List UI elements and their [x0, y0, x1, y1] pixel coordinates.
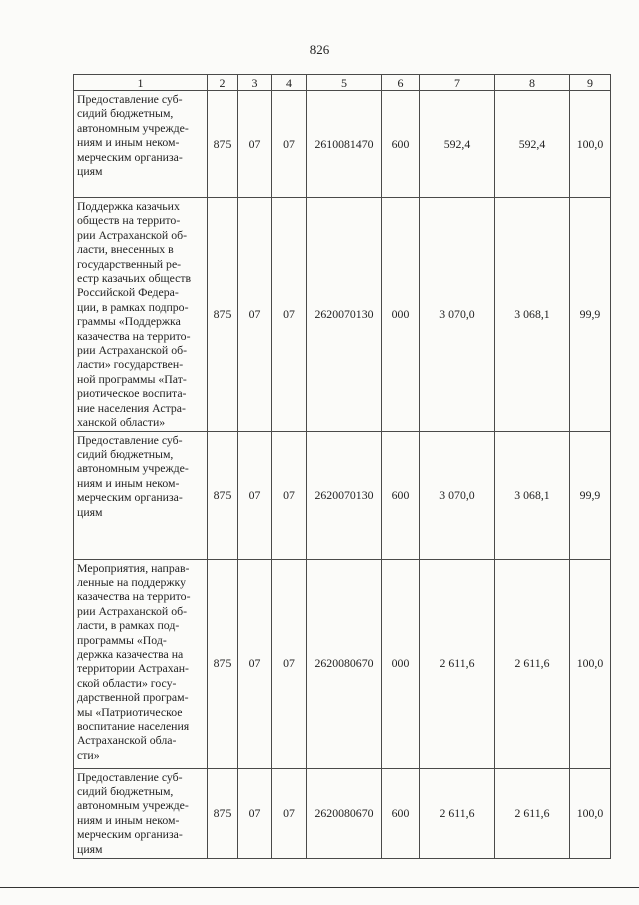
col-header: 2	[208, 75, 238, 91]
item-name-line: рии Астраханской об-	[77, 603, 188, 618]
value-cell: 000	[382, 559, 420, 768]
item-name-line: сидий бюджетным,	[77, 446, 174, 461]
value-cell: 875	[208, 559, 238, 768]
item-name-line: мерческим организа-	[77, 149, 183, 164]
item-name-line: государственный ре-	[77, 256, 182, 271]
item-name-line: Предоставление суб-	[77, 432, 183, 447]
item-name-line: Предоставление суб-	[77, 769, 183, 784]
item-name-line: ской области» госу-	[77, 675, 177, 690]
table-row	[74, 559, 611, 768]
value-cell: 2 611,6	[495, 559, 570, 768]
col-header: 3	[238, 75, 272, 91]
item-name-line: риотическое воспита-	[77, 386, 187, 401]
item-name-line: рии Астраханской об-	[77, 343, 188, 358]
value-cell: 875	[208, 431, 238, 559]
value-cell: 07	[272, 198, 307, 432]
table-row	[74, 768, 611, 858]
col-header: 7	[420, 75, 495, 91]
col-header: 4	[272, 75, 307, 91]
item-name-line: автономным учрежде-	[77, 461, 189, 476]
col-header: 5	[307, 75, 382, 91]
col-header: 9	[570, 75, 611, 91]
value-cell: 3 070,0	[420, 198, 495, 432]
item-name-line: ниям и иным неком-	[77, 812, 180, 827]
col-header: 1	[74, 75, 208, 91]
value-cell: 100,0	[570, 559, 611, 768]
item-name-line: автономным учрежде-	[77, 798, 189, 813]
item-name-line: ниям и иным неком-	[77, 135, 180, 150]
value-cell: 07	[238, 431, 272, 559]
item-name-line: казачества на террито-	[77, 589, 191, 604]
item-name-line: циям	[77, 164, 103, 179]
item-name-line: обществ на террито-	[77, 213, 181, 228]
item-name-line: ленные на поддержку	[77, 574, 186, 589]
page-number: 826	[309, 42, 330, 57]
item-name-line: автономным учрежде-	[77, 120, 189, 135]
value-cell: 875	[208, 768, 238, 858]
value-cell: 100,0	[570, 768, 611, 858]
header-row	[74, 75, 611, 91]
value-cell: 3 068,1	[495, 431, 570, 559]
value-cell: 07	[272, 559, 307, 768]
item-name-line: территории Астрахан-	[77, 661, 189, 676]
value-cell: 2 611,6	[420, 768, 495, 858]
value-cell: 07	[238, 559, 272, 768]
item-name-line: ции, в рамках подпро-	[77, 299, 189, 314]
item-name-line: дарственной програм-	[77, 690, 189, 705]
value-cell: 2 611,6	[420, 559, 495, 768]
item-name-line: программы «Под-	[77, 632, 167, 647]
table-body	[74, 91, 611, 859]
item-name-line: ной программы «Пат-	[77, 371, 187, 386]
item-name-line: мерческим организа-	[77, 490, 183, 505]
table-row	[74, 91, 611, 198]
item-name-line: мерческим организа-	[77, 827, 183, 842]
value-cell: 592,4	[495, 91, 570, 198]
table-row	[74, 431, 611, 559]
item-name-line: сидий бюджетным,	[77, 106, 174, 121]
item-name-line: сти»	[77, 747, 100, 762]
item-name-line: Астраханской обла-	[77, 733, 177, 748]
value-cell: 3 068,1	[495, 198, 570, 432]
value-cell: 100,0	[570, 91, 611, 198]
item-name-line: граммы «Поддержка	[77, 314, 181, 329]
value-cell: 2620080670	[307, 768, 382, 858]
budget-table	[73, 74, 611, 859]
item-name-cell	[74, 198, 208, 432]
item-name-cell	[74, 91, 208, 198]
item-name-line: воспитание населения	[77, 718, 190, 733]
value-cell: 2620070130	[307, 431, 382, 559]
item-name-cell	[74, 431, 208, 559]
item-name-line: держка казачества на	[77, 646, 184, 661]
item-name-line: ласти, внесенных в	[77, 242, 174, 257]
item-name-cell	[74, 768, 208, 858]
item-name-line: Мероприятия, направ-	[77, 560, 190, 575]
table-row	[74, 198, 611, 432]
value-cell: 2 611,6	[495, 768, 570, 858]
value-cell: 600	[382, 91, 420, 198]
item-name-line: естр казачьих обществ	[77, 271, 192, 286]
item-name-line: Предоставление суб-	[77, 92, 183, 106]
item-name-line: Поддержка казачьих	[77, 199, 180, 213]
item-name-line: ханской области»	[77, 415, 166, 430]
value-cell: 600	[382, 768, 420, 858]
item-name-line: ласти» государствен-	[77, 357, 184, 372]
value-cell: 07	[238, 768, 272, 858]
item-name-line: сидий бюджетным,	[77, 783, 174, 798]
value-cell: 07	[272, 91, 307, 198]
item-name-line: Российской Федера-	[77, 285, 179, 300]
value-cell: 592,4	[420, 91, 495, 198]
value-cell: 3 070,0	[420, 431, 495, 559]
item-name-line: казачества на террито-	[77, 328, 191, 343]
value-cell: 99,9	[570, 198, 611, 432]
col-header: 6	[382, 75, 420, 91]
value-cell: 2620080670	[307, 559, 382, 768]
value-cell: 99,9	[570, 431, 611, 559]
value-cell: 07	[272, 431, 307, 559]
value-cell: 07	[238, 198, 272, 432]
value-cell: 875	[208, 198, 238, 432]
value-cell: 07	[272, 768, 307, 858]
item-name-line: ние населения Астра-	[77, 400, 186, 415]
value-cell: 600	[382, 431, 420, 559]
item-name-line: ласти, в рамках под-	[77, 618, 180, 633]
item-name-line: ниям и иным неком-	[77, 475, 180, 490]
value-cell: 07	[238, 91, 272, 198]
value-cell: 875	[208, 91, 238, 198]
value-cell: 2610081470	[307, 91, 382, 198]
item-name-line: циям	[77, 504, 103, 519]
value-cell: 000	[382, 198, 420, 432]
value-cell: 2620070130	[307, 198, 382, 432]
col-header: 8	[495, 75, 570, 91]
bottom-rule	[0, 887, 639, 888]
table-header	[74, 75, 611, 91]
item-name-line: мы «Патриотическое	[77, 704, 183, 719]
item-name-line: циям	[77, 841, 103, 856]
item-name-cell	[74, 559, 208, 768]
item-name-line: рии Астраханской об-	[77, 227, 188, 242]
